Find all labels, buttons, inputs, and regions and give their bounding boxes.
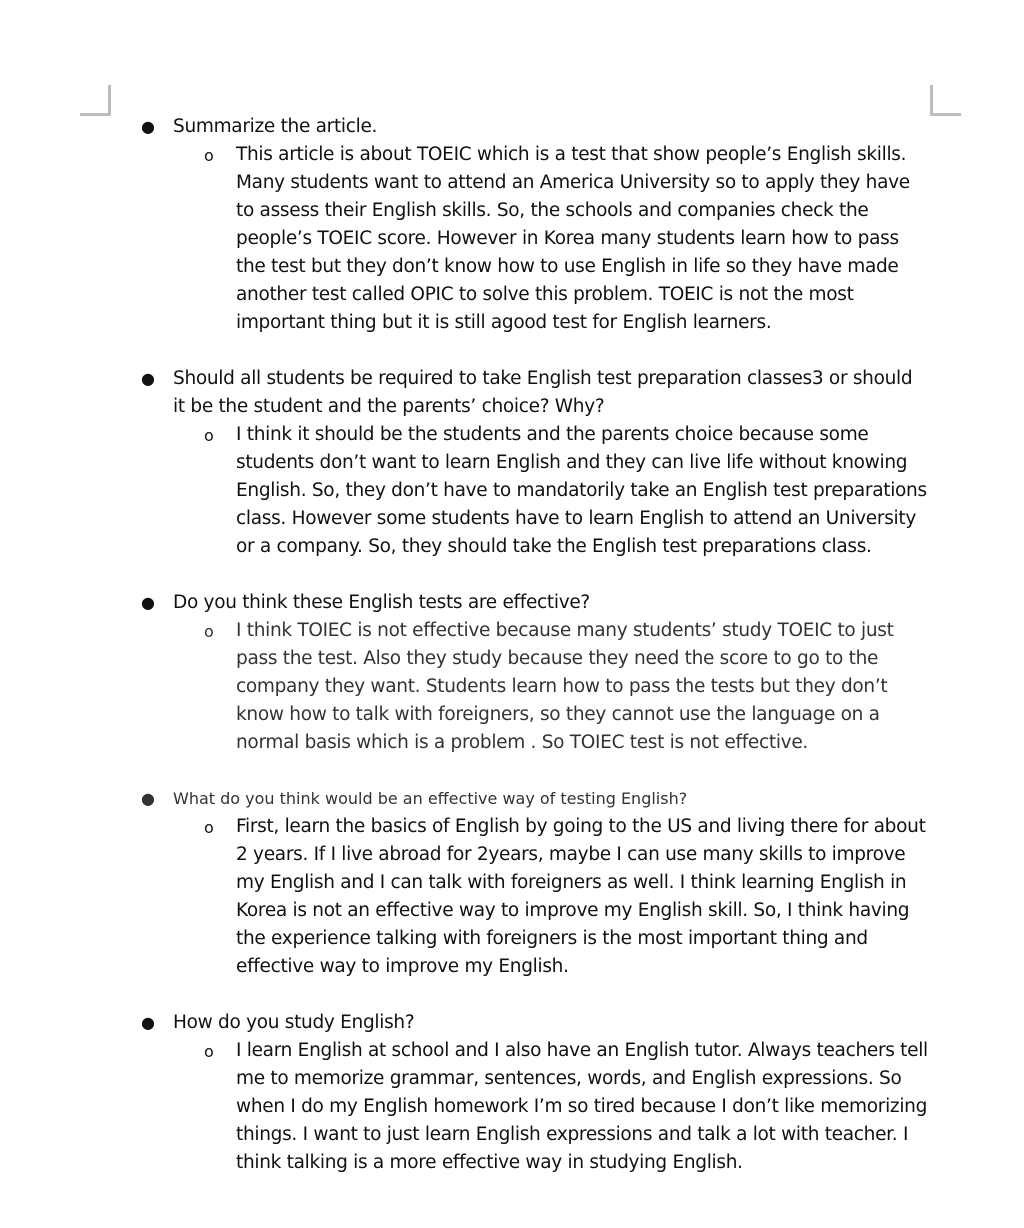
bullet-icon: ● <box>141 1013 155 1032</box>
circle-bullet-icon: o <box>204 1042 214 1061</box>
bullet-icon: ● <box>141 117 155 136</box>
list-item <box>0 785 1024 981</box>
circle-bullet-icon: o <box>204 818 214 837</box>
list-item <box>0 365 1024 561</box>
question-text: Summarize the article. <box>173 116 378 137</box>
page-corner-mark-top-left <box>80 85 111 116</box>
bullet-icon: ● <box>141 593 155 612</box>
bullet-icon: ● <box>141 369 155 388</box>
question <box>0 589 1024 617</box>
circle-bullet-icon: o <box>204 426 214 445</box>
question-text: What do you think would be an effective way of testing English? <box>173 789 688 808</box>
question-text: Should all students be required to take English test preparation classes3 or should it be the student and the parents’ choice? Why? <box>173 368 913 417</box>
question-text: Do you think these English tests are effective? <box>173 592 590 613</box>
answer-text: This article is about TOEIC which is a test that show people’s English skills. Many students want to attend an America University so to apply they have to assess their English skills. So, the schools and companies check the people’s TOEIC score. However in Korea many students learn how to pass the test but they don’t know how to use English in life so they have made another test called OPIC to solve this problem. TOEIC is not the most important thing but it is still agood test for English learners. <box>236 144 910 333</box>
answer-text: First, learn the basics of English by going to the US and living there for about 2 years. If I live abroad for 2years, maybe I can use many skills to improve my English and I can talk with foreigners as well. I think learning English in Korea is not an effective way to improve my English skill. So, I think having the experience talking with foreigners is the most important thing and effective way to improve my English. <box>236 816 926 977</box>
list-item <box>0 1009 1024 1177</box>
bullet-icon: ● <box>141 789 155 808</box>
answer <box>0 141 1024 337</box>
question <box>0 113 1024 141</box>
answer <box>0 813 1024 981</box>
answer-text: I think it should be the students and the parents choice because some students don’t want to learn English and they can live life without knowing English. So, they don’t have to mandatorily take an English test preparations class. However some students have to learn English to attend an University or a company. So, they should take the English test preparations class. <box>236 424 927 557</box>
question <box>0 785 1024 813</box>
circle-bullet-icon: o <box>204 622 214 641</box>
answer <box>0 421 1024 561</box>
question-text: How do you study English? <box>173 1012 415 1033</box>
circle-bullet-icon: o <box>204 146 214 165</box>
answer <box>0 1037 1024 1177</box>
question <box>0 365 1024 421</box>
list-item <box>0 113 1024 337</box>
list-item <box>0 589 1024 757</box>
answer-text: I learn English at school and I also have an English tutor. Always teachers tell me to memorize grammar, sentences, words, and English expressions. So when I do my English homework I’m so tired because I don’t like memorizing things. I want to just learn English expressions and talk a lot with teacher. I think talking is a more effective way in studying English. <box>236 1040 928 1173</box>
page-corner-mark-top-right <box>930 85 961 116</box>
question <box>0 1009 1024 1037</box>
answer-text: I think TOIEC is not effective because many students’ study TOEIC to just pass the test. Also they study because they need the score to go to the company they want. Students learn how to pass the tests but they don’t know how to talk with foreigners, so they cannot use the language on a normal basis which is a problem . So TOIEC test is not effective. <box>236 620 894 753</box>
answer <box>0 617 1024 757</box>
document-body <box>0 113 1024 1205</box>
